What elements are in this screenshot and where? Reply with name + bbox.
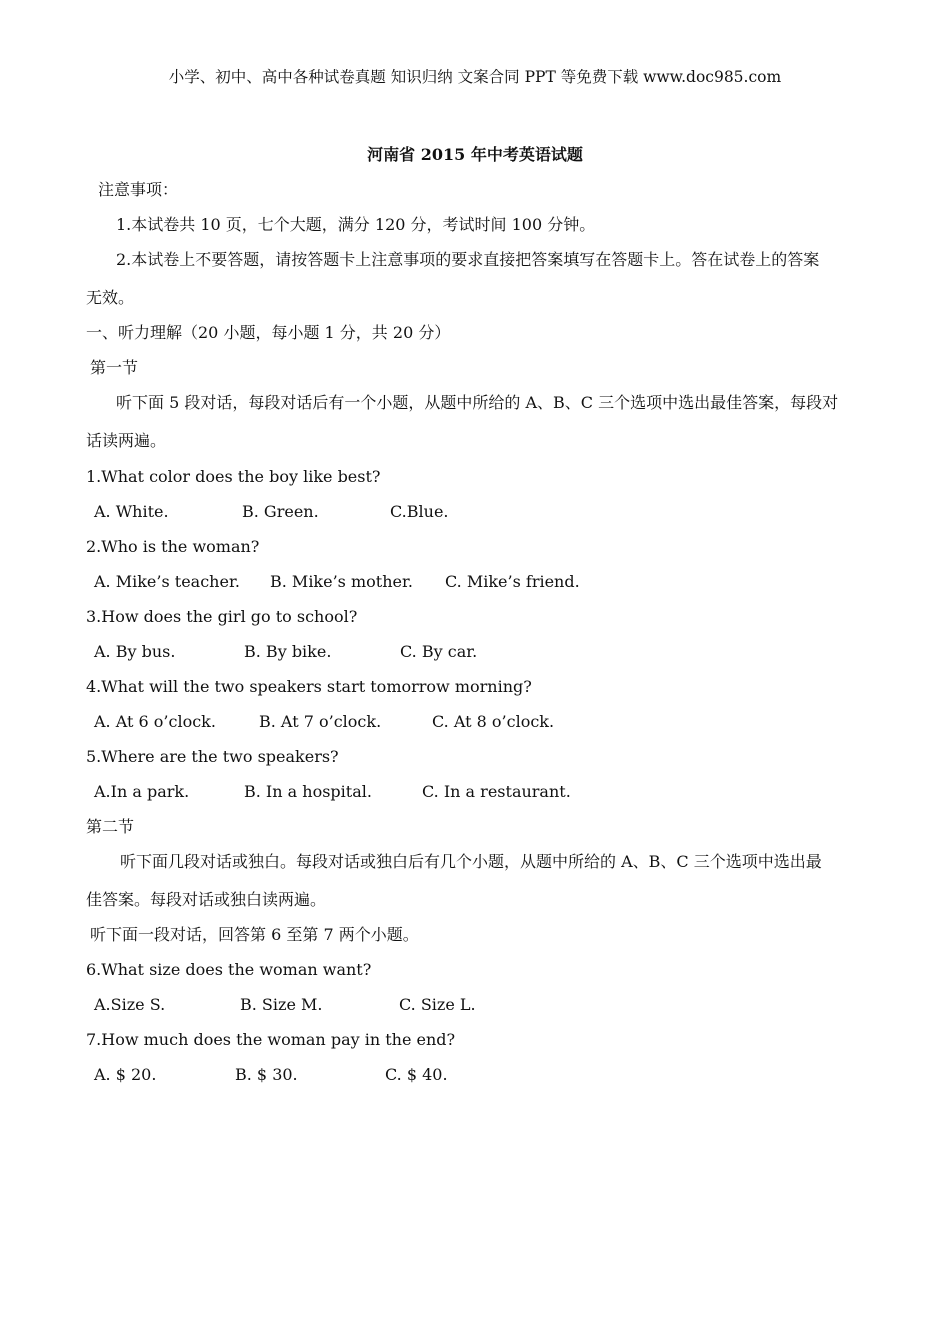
question-1-option-b: B. Green. — [242, 502, 319, 521]
notes-heading: 注意事项： — [98, 180, 179, 199]
question-1-option-a: A. White. — [94, 502, 169, 521]
question-3: 3.How does the girl go to school? — [86, 607, 358, 626]
question-2-option-a: A. Mike’s teacher. — [94, 572, 240, 591]
section-2-instruction-line-2: 佳答案。每段对话或独白读两遍。 — [86, 890, 327, 909]
notes-item-1: 1.本试卷共 10 页，七个大题，满分 120 分，考试时间 100 分钟。 — [116, 215, 596, 234]
question-6-option-b: B. Size M. — [240, 995, 323, 1014]
question-6-option-a: A.Size S. — [94, 995, 166, 1014]
question-4-option-b: B. At 7 o’clock. — [259, 712, 382, 731]
question-3-option-c: C. By car. — [400, 642, 478, 661]
question-3-option-b: B. By bike. — [244, 642, 332, 661]
section-2-heading: 第二节 — [86, 817, 135, 836]
notes-item-2-line-2: 无效。 — [86, 288, 135, 307]
page-title: 河南省 2015 年中考英语试题 — [367, 145, 583, 164]
section-2-instruction-line-1: 听下面几段对话或独白。每段对话或独白后有几个小题，从题中所给的 A、B、C 三个选项中选出最 — [120, 852, 822, 871]
site-header: 小学、初中、高中各种试卷真题 知识归纳 文案合同 PPT 等免费下载 www.doc985.com — [168, 68, 782, 86]
question-2-option-c: C. Mike’s friend. — [445, 572, 580, 591]
question-7-option-a: A. $ 20. — [94, 1065, 157, 1084]
question-7-option-c: C. $ 40. — [385, 1065, 448, 1084]
section-1-instruction-line-2: 话读两遍。 — [86, 431, 167, 450]
question-5-option-b: B. In a hospital. — [244, 782, 372, 801]
section-1-instruction-line-1: 听下面 5 段对话，每段对话后有一个小题，从题中所给的 A、B、C 三个选项中选出最佳答案，每段对 — [116, 393, 839, 412]
notes-item-2-line-1: 2.本试卷上不要答题，请按答题卡上注意事项的要求直接把答案填写在答题卡上。答在试卷上的答案 — [116, 250, 820, 269]
question-2-option-b: B. Mike’s mother. — [270, 572, 413, 591]
question-4-option-c: C. At 8 o’clock. — [432, 712, 555, 731]
section-1-heading: 第一节 — [90, 358, 139, 377]
question-5-option-c: C. In a restaurant. — [422, 782, 571, 801]
section-2-sub-instruction: 听下面一段对话，回答第 6 至第 7 两个小题。 — [90, 925, 419, 944]
question-1: 1.What color does the boy like best? — [86, 467, 381, 486]
question-5-option-a: A.In a park. — [94, 782, 190, 801]
question-6-option-c: C. Size L. — [399, 995, 476, 1014]
question-6: 6.What size does the woman want? — [86, 960, 372, 979]
question-5: 5.Where are the two speakers? — [86, 747, 339, 766]
part-1-heading: 一、听力理解（20 小题，每小题 1 分，共 20 分） — [86, 323, 451, 342]
question-4: 4.What will the two speakers start tomorrow morning? — [86, 677, 532, 696]
question-7-option-b: B. $ 30. — [235, 1065, 298, 1084]
question-3-option-a: A. By bus. — [94, 642, 176, 661]
question-7: 7.How much does the woman pay in the end? — [86, 1030, 456, 1049]
question-1-option-c: C.Blue. — [390, 502, 449, 521]
question-2: 2.Who is the woman? — [86, 537, 260, 556]
question-4-option-a: A. At 6 o’clock. — [94, 712, 216, 731]
